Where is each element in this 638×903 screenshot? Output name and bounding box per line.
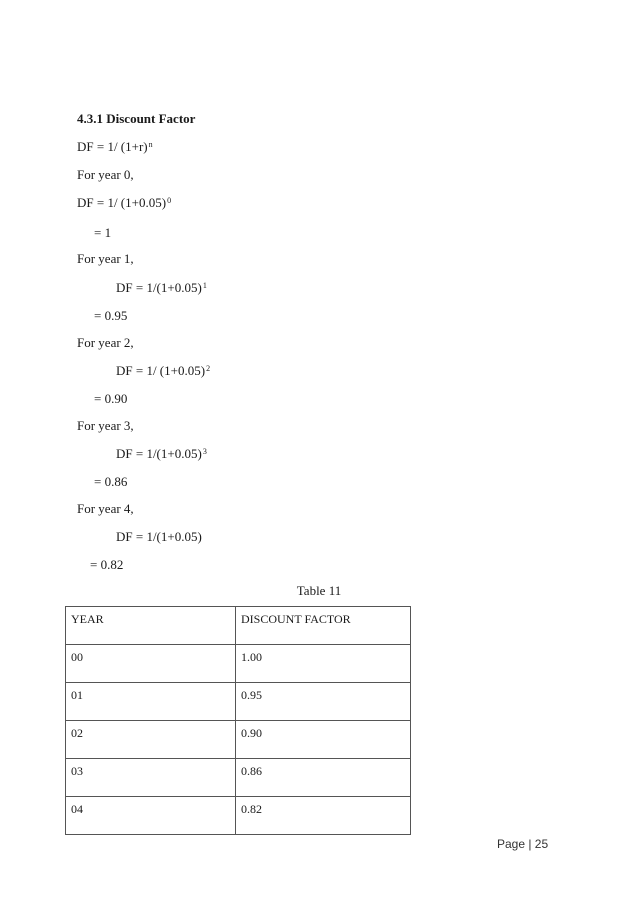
year2-label: For year 2, xyxy=(77,335,134,350)
factor-cell: 0.90 xyxy=(236,721,411,759)
year3-formula-text: DF = 1/(1+0.05) xyxy=(116,446,202,461)
general-formula-text: DF = 1/ (1+r) xyxy=(77,139,148,154)
year2-result: = 0.90 xyxy=(94,391,128,406)
factor-cell: 0.86 xyxy=(236,759,411,797)
discount-factor-table xyxy=(65,606,411,835)
table-row xyxy=(66,759,411,797)
table-row xyxy=(66,683,411,721)
section-heading: 4.3.1 Discount Factor xyxy=(77,111,196,126)
year-cell: 02 xyxy=(66,721,236,759)
year3-formula xyxy=(116,446,207,462)
year-cell: 04 xyxy=(66,797,236,835)
table-header-row xyxy=(66,607,411,645)
general-formula xyxy=(77,139,153,155)
year3-result: = 0.86 xyxy=(94,474,128,489)
year-cell: 03 xyxy=(66,759,236,797)
year1-formula xyxy=(116,280,207,296)
year2-exponent: 2 xyxy=(206,364,211,373)
header-discount-factor: DISCOUNT FACTOR xyxy=(236,607,411,645)
table-row xyxy=(66,721,411,759)
year0-formula xyxy=(77,195,171,211)
year-cell: 01 xyxy=(66,683,236,721)
table-row xyxy=(66,645,411,683)
year4-result: = 0.82 xyxy=(90,557,124,572)
header-year: YEAR xyxy=(66,607,236,645)
year3-label: For year 3, xyxy=(77,418,134,433)
year0-label: For year 0, xyxy=(77,167,134,182)
year4-formula: DF = 1/(1+0.05) xyxy=(116,529,202,544)
year1-label: For year 1, xyxy=(77,251,134,266)
factor-cell: 1.00 xyxy=(236,645,411,683)
year0-exponent: 0 xyxy=(167,196,172,205)
general-formula-exponent: n xyxy=(148,140,153,149)
year1-formula-text: DF = 1/(1+0.05) xyxy=(116,280,202,295)
year0-formula-text: DF = 1/ (1+0.05) xyxy=(77,195,167,210)
page-number: Page | 25 xyxy=(497,837,549,851)
year-cell: 00 xyxy=(66,645,236,683)
year2-formula-text: DF = 1/ (1+0.05) xyxy=(116,363,206,378)
factor-cell: 0.82 xyxy=(236,797,411,835)
year2-formula xyxy=(116,363,210,379)
factor-cell: 0.95 xyxy=(236,683,411,721)
year4-label: For year 4, xyxy=(77,501,134,516)
year0-result: = 1 xyxy=(94,225,112,240)
table-row xyxy=(66,797,411,835)
table-caption: Table 11 xyxy=(296,583,342,598)
year3-exponent: 3 xyxy=(202,447,207,456)
year1-exponent: 1 xyxy=(202,281,207,290)
year1-result: = 0.95 xyxy=(94,308,128,323)
